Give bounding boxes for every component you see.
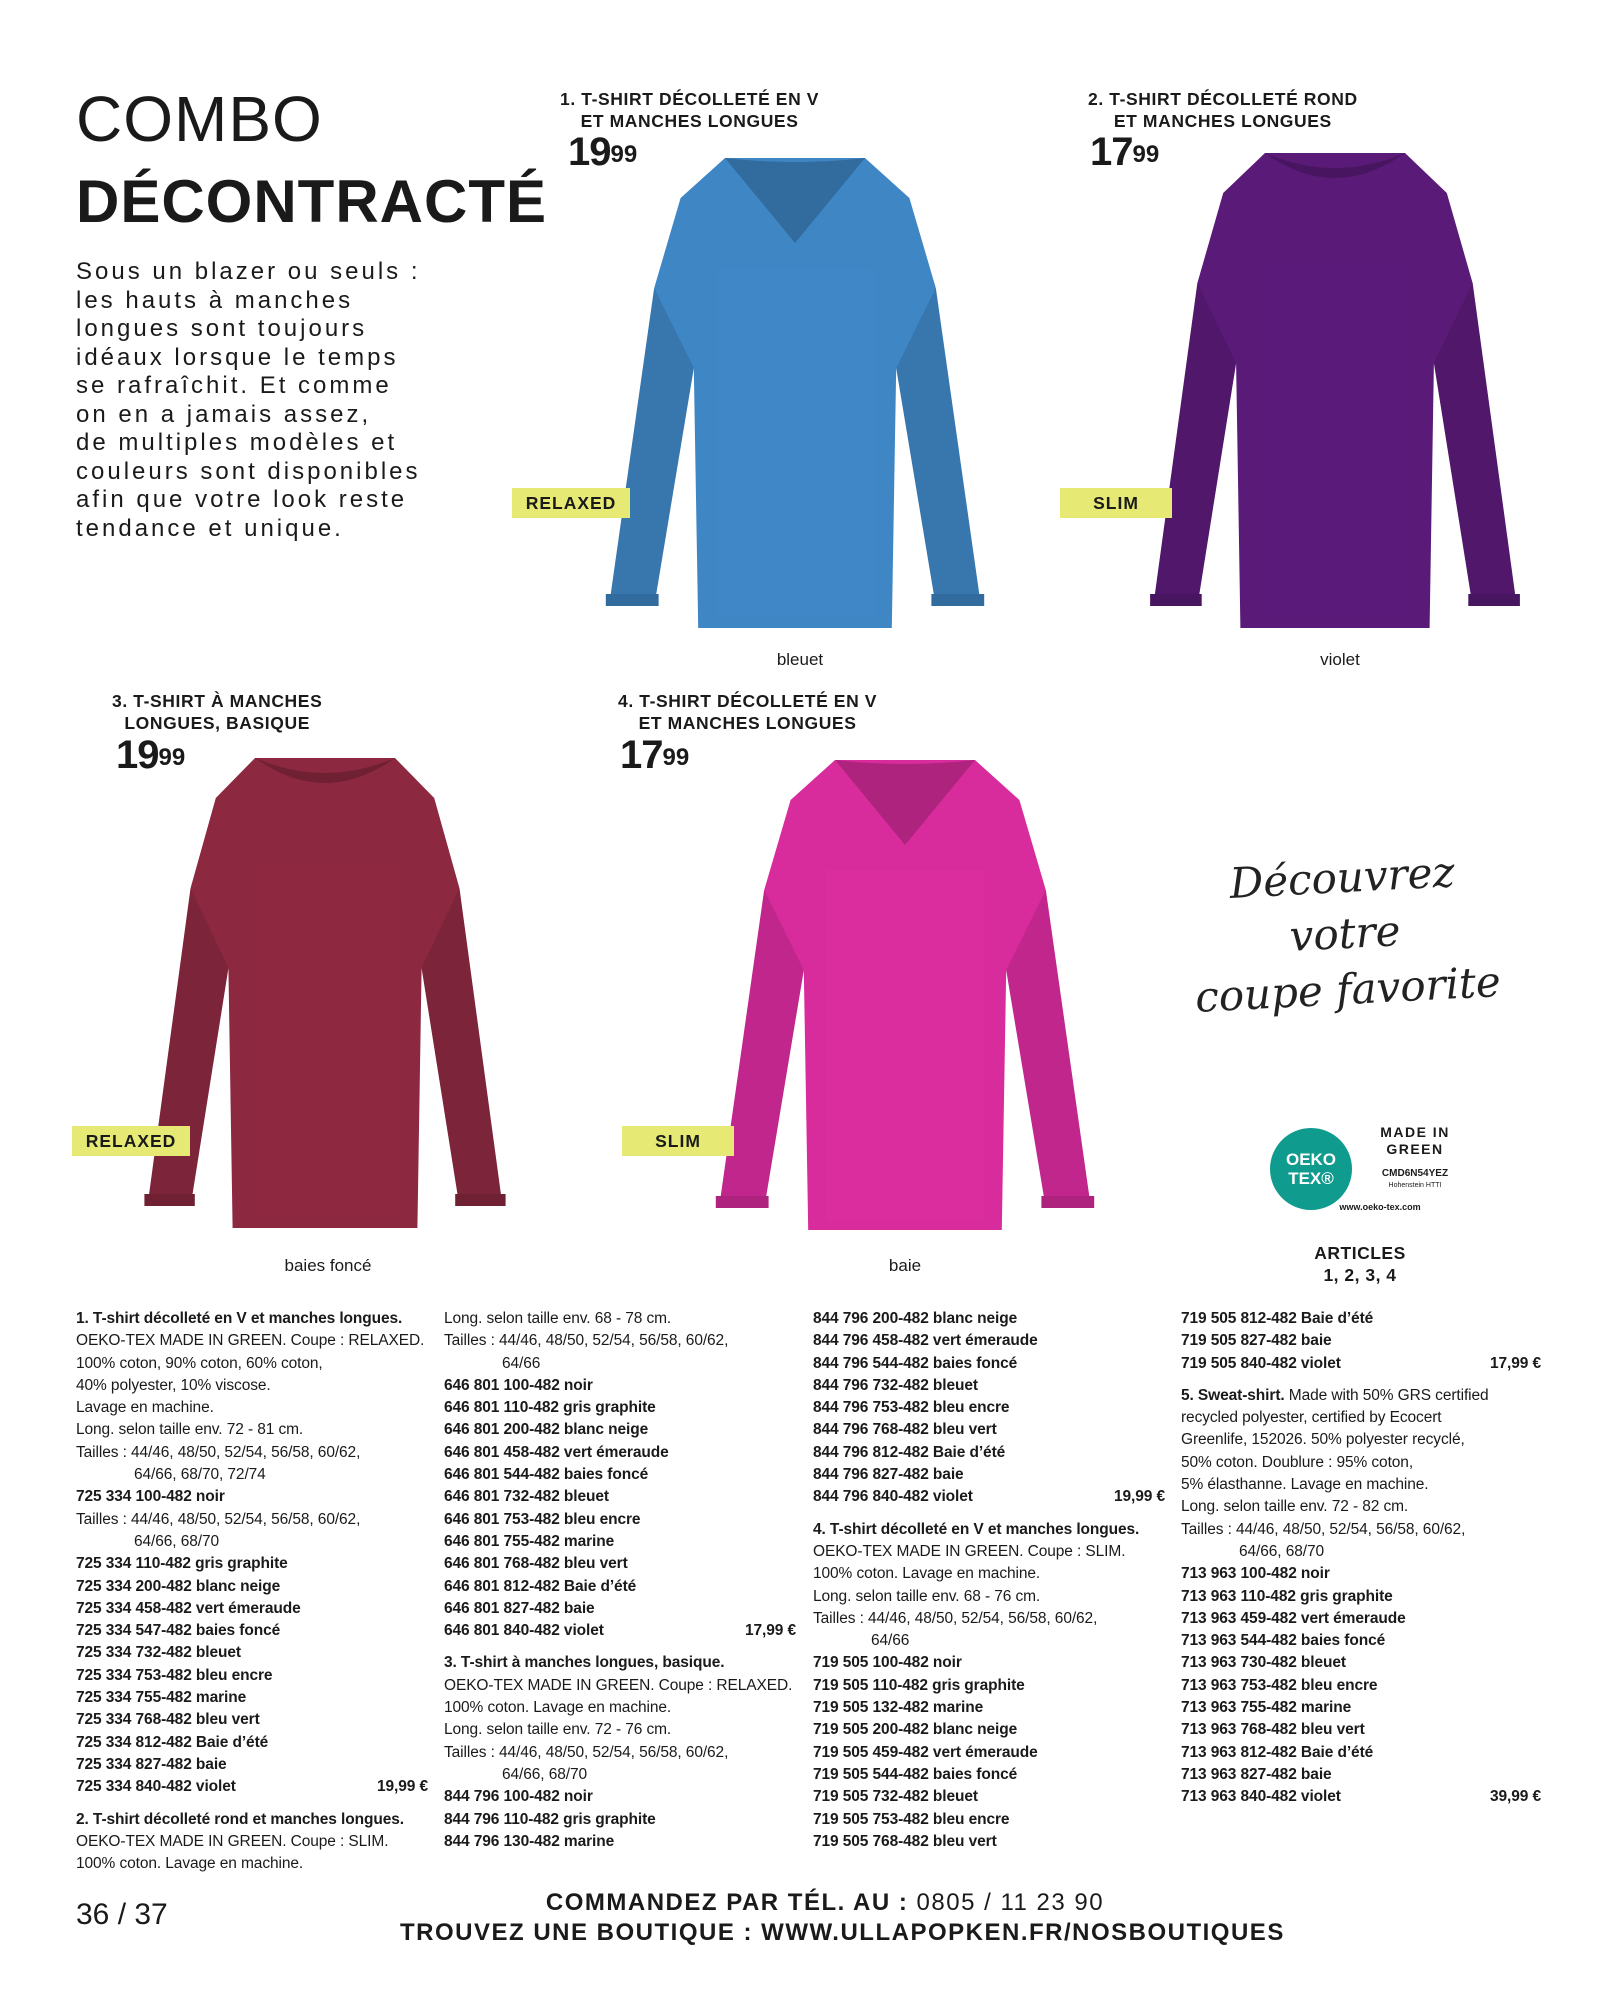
detail-text: 844 796 753-482 bleu encre (813, 1399, 1010, 1417)
detail-text: 646 801 458-482 vert émeraude (444, 1443, 669, 1461)
detail-line (76, 1665, 428, 1687)
intro-line: afin que votre look reste (76, 486, 408, 513)
product-2-title (1088, 88, 1358, 132)
oeko-tex-logo (1270, 1128, 1352, 1210)
detail-line (76, 1397, 428, 1419)
shirt-cuff (1150, 594, 1202, 606)
detail-line (444, 1719, 796, 1741)
detail-line (813, 1330, 1165, 1352)
detail-text: 713 963 827-482 baie (1181, 1765, 1332, 1783)
script-line: coupe favorite (1193, 956, 1502, 1022)
price-dec: 99 (610, 141, 638, 168)
detail-text: 719 505 100-482 noir (813, 1654, 962, 1672)
detail-text: 100% coton. Lavage en machine. (813, 1565, 1041, 1583)
detail-line (444, 1576, 796, 1598)
intro-line: tendance et unique. (76, 514, 344, 542)
detail-line (76, 1642, 428, 1664)
detail-text: 713 963 100-482 noir (1181, 1565, 1330, 1583)
body-highlight (826, 870, 984, 1220)
detail-line (444, 1375, 796, 1397)
detail-text: 719 505 544-482 baies foncé (813, 1765, 1018, 1783)
detail-line (76, 1576, 428, 1598)
order-footer (400, 1888, 1285, 1948)
detail-text: 64/66, 68/70 (1239, 1542, 1324, 1560)
detail-line (1181, 1697, 1541, 1719)
detail-text: 719 505 732-482 bleuet (813, 1788, 978, 1806)
detail-text: 713 963 840-482 violet (1181, 1788, 1341, 1806)
intro-line: les hauts à manches (76, 286, 354, 314)
made-in-green (1360, 1124, 1470, 1158)
detail-text: 719 505 840-482 violet (1181, 1354, 1341, 1372)
detail-line (444, 1353, 796, 1375)
detail-line (444, 1464, 796, 1486)
product-title-line: ET MANCHES LONGUES (580, 111, 799, 131)
detail-line (813, 1308, 1165, 1330)
detail-line (76, 1776, 428, 1798)
detail-line (444, 1486, 796, 1508)
detail-line (444, 1831, 796, 1853)
shirt-cuff (716, 1196, 769, 1208)
price-int: 17 (620, 733, 663, 777)
detail-line (1181, 1407, 1541, 1429)
oeko-cert-code: CMD6N54YEZ (1381, 1168, 1449, 1179)
detail-text: 844 796 100-482 noir (444, 1788, 593, 1806)
detail-line (76, 1709, 428, 1731)
intro-line: de multiples modèles et (76, 429, 398, 456)
detail-line (813, 1608, 1165, 1630)
intro-text (76, 258, 466, 543)
detail-text: Tailles : 44/46, 48/50, 52/54, 56/58, 60/62, (813, 1609, 1098, 1627)
green-label: GREEN (1386, 1141, 1444, 1157)
detail-line (76, 1509, 428, 1531)
articles-line: 1, 2, 3, 4 (1323, 1265, 1397, 1285)
shirt-cuff (1041, 1196, 1094, 1208)
decouvrez-script (1176, 841, 1514, 1026)
detail-text: 646 801 110-482 gris graphite (444, 1399, 656, 1417)
shop-link[interactable]: TROUVEZ UNE BOUTIQUE : WWW.ULLAPOPKEN.FR/NOSBOUTIQUES (400, 1919, 1285, 1946)
product-4-shirt-image[interactable] (685, 750, 1125, 1240)
detail-text: 719 505 459-482 vert émeraude (813, 1743, 1038, 1761)
detail-line (444, 1442, 796, 1464)
detail-line (76, 1464, 428, 1486)
detail-text: Tailles : 44/46, 48/50, 52/54, 56/58, 60/62, (444, 1332, 729, 1350)
oeko-cert-sub: Hohenstein HTTI (1388, 1182, 1442, 1189)
detail-text: 713 963 755-482 marine (1181, 1699, 1352, 1717)
detail-line (76, 1308, 428, 1330)
detail-text: 646 801 768-482 bleu vert (444, 1555, 628, 1573)
product-2-fit-badge: SLIM (1060, 488, 1172, 518)
detail-line (813, 1353, 1165, 1375)
intro-line: longues sont toujours (76, 315, 368, 342)
detail-line (1181, 1675, 1541, 1697)
detail-line (444, 1764, 796, 1786)
detail-line (1181, 1652, 1541, 1674)
detail-line (76, 1754, 428, 1776)
detail-line (76, 1419, 428, 1441)
detail-text: OEKO-TEX MADE IN GREEN. Coupe : SLIM. (76, 1832, 389, 1850)
detail-text: 844 796 544-482 baies foncé (813, 1354, 1018, 1372)
spacer (1181, 1375, 1541, 1385)
detail-text: Long. selon taille env. 68 - 78 cm. (444, 1310, 672, 1327)
detail-line (76, 1831, 428, 1853)
detail-text: 64/66 (871, 1632, 910, 1650)
detail-line (444, 1553, 796, 1575)
detail-text: 713 963 110-482 gris graphite (1181, 1587, 1393, 1605)
detail-line (813, 1697, 1165, 1719)
detail-text: 844 796 812-482 Baie d’été (813, 1443, 1006, 1461)
order-phone[interactable]: 0805 / 11 23 90 (908, 1889, 1105, 1916)
detail-text: 725 334 732-482 bleuet (76, 1644, 241, 1662)
detail-line (813, 1419, 1165, 1441)
detail-text: Lavage en machine. (76, 1399, 214, 1417)
detail-text: 646 801 755-482 marine (444, 1532, 615, 1550)
detail-line (444, 1742, 796, 1764)
detail-line (1181, 1719, 1541, 1741)
detail-text: 725 334 827-482 baie (76, 1755, 227, 1773)
detail-text: 3. T-shirt à manches longues, basique. (444, 1654, 725, 1672)
detail-text: 719 505 768-482 bleu vert (813, 1832, 997, 1850)
intro-line: couleurs sont disponibles (76, 457, 421, 485)
detail-line (1181, 1541, 1541, 1563)
product-4-title (618, 690, 877, 734)
product-title-line: 2. T-SHIRT DÉCOLLETÉ ROND (1088, 89, 1358, 109)
detail-line (813, 1719, 1165, 1741)
intro-line: Sous un blazer ou seuls : (76, 258, 421, 285)
detail-line (813, 1831, 1165, 1853)
shirt-cuff (931, 594, 984, 606)
oeko-url: www.oeko-tex.com (1339, 1202, 1421, 1212)
detail-text: Tailles : 44/46, 48/50, 52/54, 56/58, 60/62, (76, 1510, 361, 1528)
body-highlight (249, 868, 400, 1218)
price-dec: 99 (158, 744, 186, 771)
detail-line (1181, 1586, 1541, 1608)
detail-text: 100% coton. Lavage en machine. (444, 1699, 672, 1717)
detail-text: 725 334 753-482 bleu encre (76, 1666, 273, 1684)
detail-text: 844 796 768-482 bleu vert (813, 1421, 997, 1439)
detail-line (444, 1531, 796, 1553)
detail-line (813, 1397, 1165, 1419)
detail-line (1181, 1308, 1541, 1330)
detail-line (444, 1598, 796, 1620)
detail-text: 719 505 812-482 Baie d’été (1181, 1310, 1374, 1327)
detail-text: 1. T-shirt décolleté en V et manches longues. (76, 1310, 403, 1327)
intro-line: se rafraîchit. Et comme (76, 372, 392, 399)
detail-line (813, 1375, 1165, 1397)
made-in-label: MADE IN (1380, 1124, 1450, 1140)
detail-text: 713 963 459-482 vert émeraude (1181, 1609, 1406, 1627)
product-3-title (112, 690, 322, 734)
detail-line (76, 1732, 428, 1754)
detail-text: 646 801 840-482 violet (444, 1622, 604, 1640)
detail-text: OEKO-TEX MADE IN GREEN. Coupe : RELAXED. (444, 1676, 793, 1694)
detail-line (76, 1330, 428, 1352)
detail-line (76, 1687, 428, 1709)
product-4-color-name: baie (888, 1256, 922, 1275)
detail-text: 725 334 755-482 marine (76, 1689, 247, 1707)
detail-line (813, 1809, 1165, 1831)
detail-text: 646 801 827-482 baie (444, 1599, 595, 1617)
detail-line (1181, 1630, 1541, 1652)
detail-line (1181, 1353, 1541, 1375)
detail-line (444, 1620, 796, 1642)
details-column-4 (1181, 1308, 1541, 1809)
page-title-combo: COMBO (76, 83, 323, 155)
detail-line (1181, 1496, 1541, 1518)
detail-line (76, 1598, 428, 1620)
shirt-cuff (455, 1194, 505, 1206)
detail-text: 4. T-shirt décolleté en V et manches longues. (813, 1520, 1140, 1538)
product-2-shirt-image[interactable] (1120, 143, 1550, 638)
detail-text: 100% coton. Lavage en machine. (76, 1855, 304, 1873)
detail-text: 646 801 732-482 bleuet (444, 1488, 609, 1506)
detail-line (444, 1509, 796, 1531)
detail-text: Tailles : 44/46, 48/50, 52/54, 56/58, 60/62, (76, 1443, 361, 1461)
product-1-shirt-image[interactable] (575, 148, 1015, 638)
product-title-line: 3. T-SHIRT À MANCHES (112, 691, 323, 711)
detail-text: 844 796 110-482 gris graphite (444, 1810, 656, 1828)
detail-line (813, 1675, 1165, 1697)
detail-text: 40% polyester, 10% viscose. (76, 1376, 271, 1394)
detail-text: 646 801 812-482 Baie d’été (444, 1577, 637, 1595)
detail-line (444, 1330, 796, 1352)
price-tag: 19,99 € (376, 1778, 428, 1796)
detail-text: 725 334 547-482 baies foncé (76, 1622, 281, 1640)
price-int: 19 (116, 733, 159, 777)
detail-text: recycled polyester, certified by Ecocert (1181, 1409, 1442, 1427)
product-4-price (620, 735, 689, 775)
spacer (813, 1509, 1165, 1519)
product-1-fit-badge: RELAXED (512, 488, 630, 518)
shirt-cuff (606, 594, 659, 606)
detail-text: 646 801 100-482 noir (444, 1376, 593, 1394)
detail-line (813, 1742, 1165, 1764)
product-1-color-name: bleuet (776, 650, 824, 669)
product-1-title (560, 88, 819, 132)
articles-line: ARTICLES (1314, 1243, 1406, 1263)
detail-text: 64/66, 68/70, 72/74 (134, 1466, 266, 1484)
detail-text: 725 334 812-482 Baie d’été (76, 1733, 269, 1751)
price-tag: 17,99 € (744, 1622, 796, 1640)
detail-line (813, 1541, 1165, 1563)
detail-text: 64/66, 68/70 (134, 1532, 219, 1550)
detail-line (813, 1486, 1165, 1508)
product-4-fit-badge: SLIM (622, 1126, 734, 1156)
detail-line (76, 1809, 428, 1831)
detail-line (1181, 1429, 1541, 1451)
detail-line (76, 1442, 428, 1464)
product-3-shirt-image[interactable] (115, 748, 535, 1238)
order-line (400, 1888, 1250, 1918)
articles-label (1300, 1242, 1420, 1286)
detail-text: 719 505 753-482 bleu encre (813, 1810, 1010, 1828)
price-dec: 99 (1132, 141, 1160, 168)
detail-text: 713 963 812-482 Baie d’été (1181, 1743, 1374, 1761)
details-column-3 (813, 1308, 1165, 1853)
detail-text: 844 796 200-482 blanc neige (813, 1310, 1018, 1327)
product-title-line: 1. T-SHIRT DÉCOLLETÉ EN V (560, 89, 820, 109)
order-label: COMMANDEZ PAR TÉL. AU : (545, 1889, 909, 1916)
page-title-decontracte: DÉCONTRACTÉ (76, 168, 547, 235)
detail-text: Greenlife, 152026. 50% polyester recyclé, (1181, 1431, 1465, 1449)
detail-line (813, 1464, 1165, 1486)
detail-line (813, 1786, 1165, 1808)
oeko-label: OEKO (1285, 1150, 1337, 1169)
detail-line (813, 1630, 1165, 1652)
detail-text: Tailles : 44/46, 48/50, 52/54, 56/58, 60/62, (444, 1743, 729, 1761)
detail-text: OEKO-TEX MADE IN GREEN. Coupe : SLIM. (813, 1542, 1126, 1560)
details-column-2 (444, 1308, 796, 1853)
detail-text: 725 334 110-482 gris graphite (76, 1555, 288, 1573)
detail-line (1181, 1330, 1541, 1352)
detail-line (444, 1675, 796, 1697)
detail-text: 646 801 200-482 blanc neige (444, 1421, 649, 1439)
detail-line (1181, 1742, 1541, 1764)
detail-text: 725 334 768-482 bleu vert (76, 1711, 260, 1729)
detail-text: 719 505 132-482 marine (813, 1699, 984, 1717)
detail-line (444, 1419, 796, 1441)
detail-line (76, 1353, 428, 1375)
shirt-cuff (1468, 594, 1520, 606)
spacer (444, 1642, 796, 1652)
detail-line (76, 1620, 428, 1642)
detail-line (1181, 1786, 1541, 1808)
detail-line (1181, 1608, 1541, 1630)
detail-text: OEKO-TEX MADE IN GREEN. Coupe : RELAXED. (76, 1332, 425, 1350)
detail-line (813, 1764, 1165, 1786)
detail-line (813, 1586, 1165, 1608)
product-3-fit-badge: RELAXED (72, 1126, 190, 1156)
detail-text: 844 796 827-482 baie (813, 1466, 964, 1484)
product-2-color-name: violet (1320, 650, 1360, 669)
detail-text: 725 334 100-482 noir (76, 1488, 225, 1506)
detail-line (444, 1786, 796, 1808)
detail-line (76, 1486, 428, 1508)
intro-line: idéaux lorsque le temps (76, 343, 399, 371)
detail-line (444, 1652, 796, 1674)
detail-line (813, 1519, 1165, 1541)
detail-text: 2. T-shirt décolleté rond et manches longues. (76, 1810, 404, 1828)
detail-line (76, 1531, 428, 1553)
detail-text: 844 796 732-482 bleuet (813, 1376, 978, 1394)
script-line: Découvrez votre (1228, 847, 1456, 961)
product-title-line: ET MANCHES LONGUES (1113, 111, 1332, 131)
detail-text: Tailles : 44/46, 48/50, 52/54, 56/58, 60/62, (1181, 1520, 1466, 1538)
detail-line (444, 1308, 796, 1330)
detail-line (813, 1563, 1165, 1585)
product-title-line: ET MANCHES LONGUES (638, 713, 857, 733)
price-int: 17 (1090, 130, 1133, 174)
detail-line (444, 1697, 796, 1719)
detail-text: 64/66 (502, 1354, 541, 1372)
detail-text: Long. selon taille env. 72 - 81 cm. (76, 1421, 304, 1439)
detail-text: 100% coton, 90% coton, 60% coton, (76, 1354, 323, 1372)
product-title-line: 4. T-SHIRT DÉCOLLETÉ EN V (618, 691, 878, 711)
product-3-color-name: baies foncé (284, 1256, 372, 1275)
price-tag: 39,99 € (1489, 1788, 1541, 1806)
detail-line (1181, 1385, 1541, 1407)
detail-text: 713 963 753-482 bleu encre (1181, 1676, 1378, 1694)
shirt-cuff (144, 1194, 194, 1206)
detail-text: 5% élasthanne. Lavage en machine. (1181, 1476, 1429, 1494)
intro-line: on en a jamais assez, (76, 400, 372, 428)
detail-line (444, 1397, 796, 1419)
detail-line (813, 1652, 1165, 1674)
tex-label: TEX® (1288, 1169, 1334, 1188)
detail-text: 719 505 110-482 gris graphite (813, 1676, 1025, 1694)
detail-text: Long. selon taille env. 68 - 76 cm. (813, 1587, 1041, 1605)
detail-line (813, 1442, 1165, 1464)
detail-line (1181, 1563, 1541, 1585)
detail-text: 50% coton. Doublure : 95% coton, (1181, 1453, 1414, 1471)
product-title-line: LONGUES, BASIQUE (124, 713, 310, 733)
detail-line (1181, 1519, 1541, 1541)
price-dec: 99 (662, 744, 690, 771)
body-highlight (716, 268, 874, 618)
detail-text: 713 963 730-482 bleuet (1181, 1654, 1346, 1672)
detail-text: 725 334 840-482 violet (76, 1778, 236, 1796)
detail-line (444, 1809, 796, 1831)
detail-text: 719 505 200-482 blanc neige (813, 1721, 1018, 1739)
detail-text: 844 796 130-482 marine (444, 1832, 615, 1850)
detail-line (1181, 1764, 1541, 1786)
spacer (76, 1799, 428, 1809)
detail-line (76, 1853, 428, 1875)
detail-text: 725 334 458-482 vert émeraude (76, 1599, 301, 1617)
detail-line (76, 1375, 428, 1397)
detail-text: 64/66, 68/70 (502, 1765, 587, 1783)
price-tag: 17,99 € (1489, 1354, 1541, 1372)
detail-text: 844 796 840-482 violet (813, 1488, 973, 1506)
detail-text: Long. selon taille env. 72 - 82 cm. (1181, 1498, 1409, 1516)
page-numbers: 36 / 37 (76, 1898, 168, 1931)
detail-text: 713 963 768-482 bleu vert (1181, 1721, 1365, 1739)
detail-tail: Made with 50% GRS certified (1284, 1386, 1489, 1404)
detail-text: Long. selon taille env. 72 - 76 cm. (444, 1721, 672, 1739)
price-tag: 19,99 € (1113, 1488, 1165, 1506)
detail-text: 719 505 827-482 baie (1181, 1332, 1332, 1350)
price-int: 19 (568, 130, 611, 174)
detail-text: 844 796 458-482 vert émeraude (813, 1332, 1038, 1350)
detail-line (1181, 1474, 1541, 1496)
detail-line (76, 1553, 428, 1575)
detail-text: 646 801 544-482 baies foncé (444, 1466, 649, 1484)
detail-text: 725 334 200-482 blanc neige (76, 1577, 281, 1595)
body-highlight (1258, 263, 1413, 618)
details-column-1 (76, 1308, 428, 1875)
detail-text: 713 963 544-482 baies foncé (1181, 1632, 1386, 1650)
detail-text: 5. Sweat-shirt. (1181, 1386, 1285, 1404)
detail-text: 646 801 753-482 bleu encre (444, 1510, 641, 1528)
detail-line (1181, 1452, 1541, 1474)
